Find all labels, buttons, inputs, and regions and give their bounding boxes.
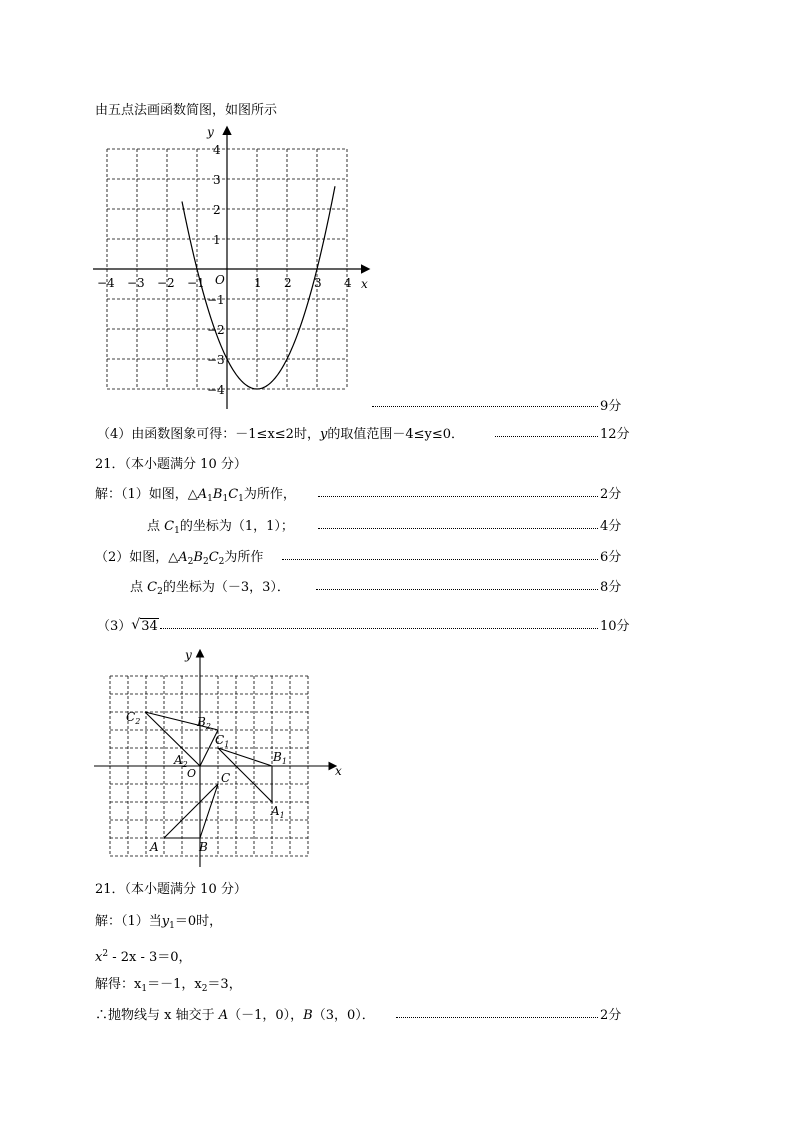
dotted-leader (160, 628, 598, 629)
score-8: 8分 (600, 580, 622, 595)
dotted-leader (495, 436, 598, 437)
question-21-heading-2: 21．（本小题满分 10 分） (95, 882, 247, 897)
solution-line-3: 解得：$x_1=-1$，$x_2=3$， (95, 977, 242, 994)
triangle-abc (164, 784, 218, 838)
y-axis-label: y (207, 125, 214, 139)
solution-line-4: ∴抛物线与 x 轴交于 A（－1，0），B（3，0）． (95, 1008, 375, 1023)
score-10: 10分 (600, 619, 630, 634)
y-tick-label: −3 (207, 353, 225, 367)
dotted-leader (396, 1017, 598, 1018)
dotted-leader (316, 589, 598, 590)
score-4: 4分 (600, 519, 622, 534)
x-tick-label: 1 (254, 276, 262, 290)
solution-step-3: （2）如图，$\triangle A_2B_2C_2$为所作 (95, 550, 264, 567)
origin-label: O (187, 767, 197, 780)
score-9: 9分 (600, 399, 622, 414)
parabola-graph (85, 122, 385, 412)
dotted-leader (372, 406, 598, 407)
y-axis-label: y (185, 648, 192, 662)
y-tick-labels (207, 143, 225, 397)
x-axis-label: x (361, 277, 368, 291)
solution-line-1: 解：（1）当$y_1=0$时， (95, 914, 223, 931)
x-tick-label: −3 (127, 276, 145, 290)
score-2b: 2分 (600, 1008, 622, 1023)
solution-step-4: 点 $C_2$的坐标为（－3，3）． (130, 580, 290, 597)
x-tick-label: −2 (157, 276, 175, 290)
y-tick-label: −1 (207, 293, 225, 307)
score-6: 6分 (600, 550, 622, 565)
triangle-graph (92, 645, 352, 870)
solution-step-5: （3） √ 34 (97, 617, 158, 634)
origin-label: O (215, 273, 225, 287)
dotted-leader (318, 528, 598, 529)
solution-step-1: 解：（1）如图，$\triangle A_1B_1C_1$为所作， (95, 487, 296, 504)
label-c: C (221, 771, 231, 785)
dotted-leader (318, 496, 598, 497)
sqrt-expression: √ 34 (131, 617, 158, 634)
item-4: （4）由函数图象可得：－1≤x≤2时，y的取值范围－4≤y≤0． (97, 427, 465, 442)
label-c1: $C_1$ (215, 733, 230, 749)
score-2: 2分 (600, 487, 622, 502)
intro-text: 由五点法画函数简图，如图所示 (95, 103, 278, 118)
label-a2: $A_2$ (174, 753, 188, 769)
dotted-leader (282, 559, 598, 560)
x-tick-label: 4 (344, 276, 352, 290)
label-b: B (199, 840, 208, 854)
label-a1: $A_1$ (271, 804, 285, 820)
x-tick-label: −1 (187, 276, 205, 290)
score-12: 12分 (600, 427, 630, 442)
y-tick-label: −4 (207, 383, 225, 397)
y-tick-label: −2 (207, 323, 225, 337)
y-tick-label: 4 (213, 143, 221, 157)
question-21-heading: 21．（本小题满分 10 分） (95, 457, 247, 472)
x-tick-label: −4 (97, 276, 115, 290)
label-c2: $C_2$ (126, 710, 141, 726)
y-tick-label: 3 (213, 173, 221, 187)
y-tick-label: 1 (213, 233, 221, 247)
solution-line-2: $x^2 - 2x - 3=0$， (95, 949, 192, 965)
label-b1: $B_1$ (273, 750, 287, 766)
x-axis-label: x (335, 764, 342, 778)
label-b2: $B_2$ (197, 715, 211, 731)
x-tick-label: 3 (314, 276, 322, 290)
x-tick-label: 2 (284, 276, 292, 290)
y-tick-label: 2 (213, 203, 221, 217)
label-a: A (150, 840, 159, 854)
solution-step-2: 点 $C_1$的坐标为（1，1）； (147, 519, 294, 536)
